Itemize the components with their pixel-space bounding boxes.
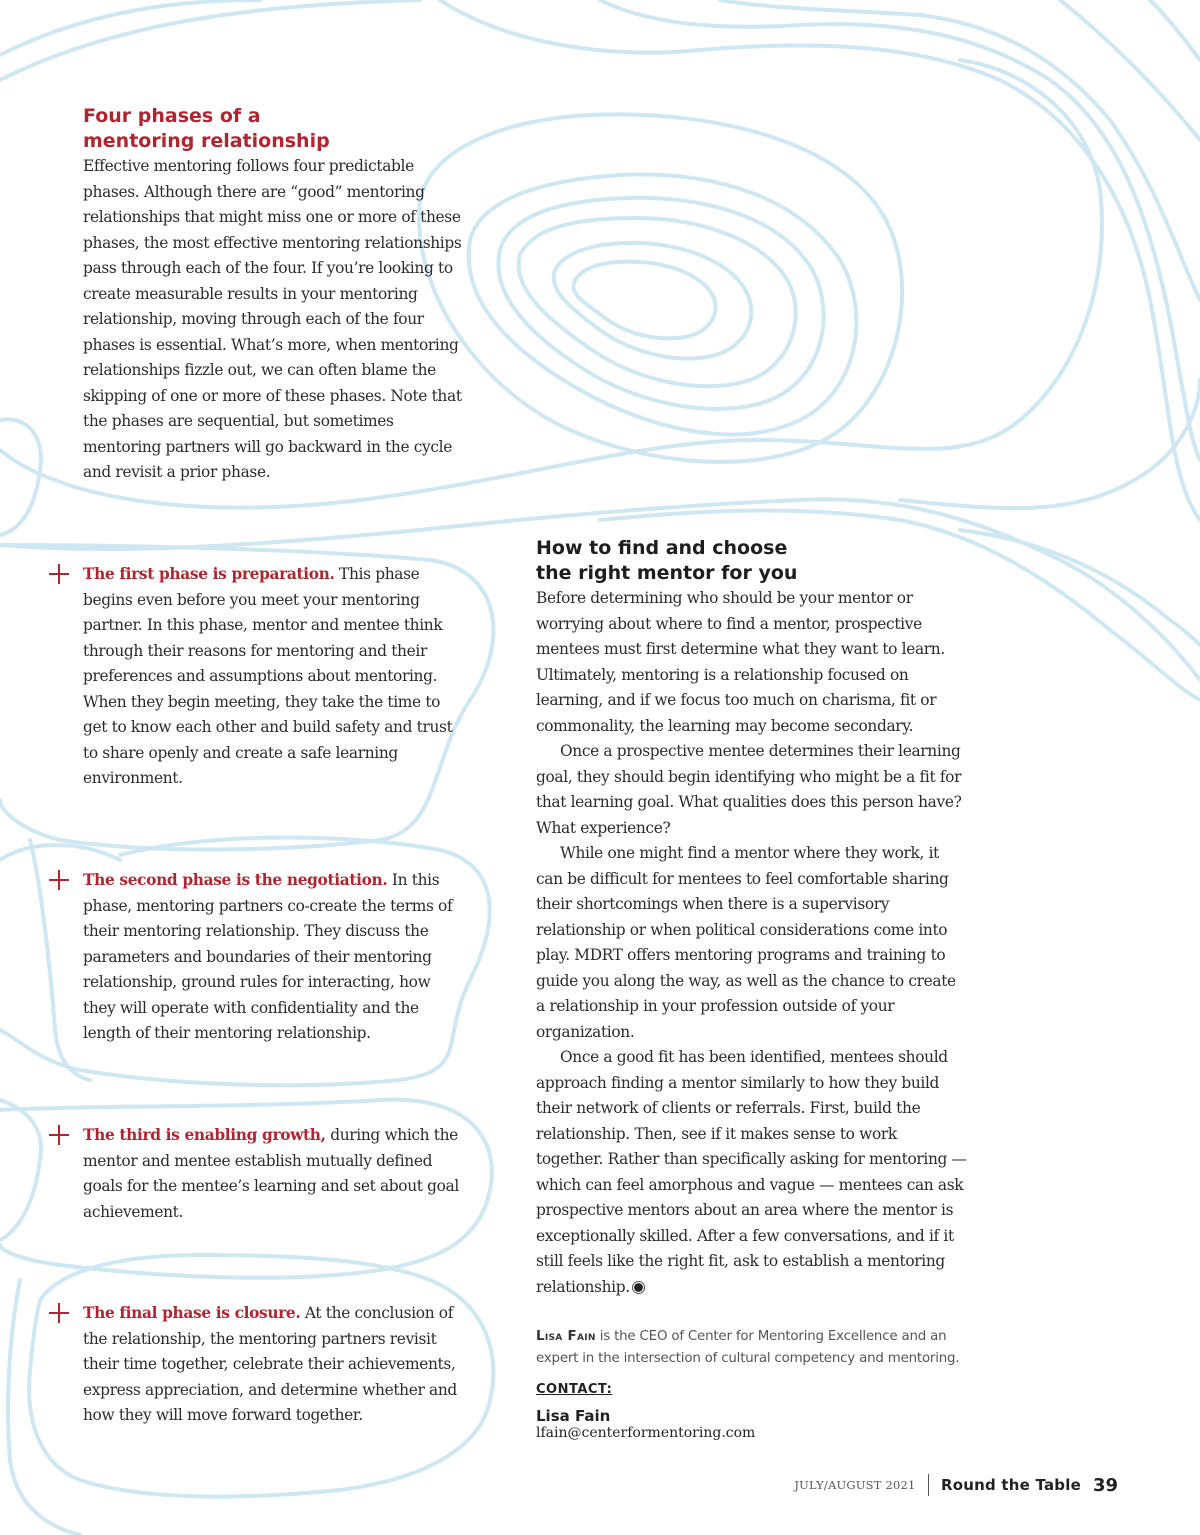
plus-icon [49, 1125, 69, 1145]
contact-block [536, 1382, 968, 1441]
intro-heading-line1: Four phases of a [83, 105, 261, 127]
page-footer [794, 1474, 1118, 1496]
article-paragraph-4 [536, 1045, 968, 1300]
footer-divider [928, 1474, 930, 1496]
phase-1-body: This phase begins even before you meet your mentoring partner. In this phase, mentor and mentee think through their reasons for mentoring and their preferences and assumptions about mentoring. When they begin meeting, they take the time to get to know each other and build safety and trust to share openly and create a safe learning environment. [83, 565, 453, 787]
footer-issue-date: JULY/AUGUST 2021 [794, 1478, 916, 1492]
article-heading-line2: the right mentor for you [536, 562, 798, 584]
phase-4-lead: The final phase is closure. [83, 1304, 301, 1322]
phase-3 [83, 1123, 463, 1225]
intro-section [83, 104, 463, 486]
contact-name: Lisa Fain [536, 1407, 611, 1425]
phase-4 [83, 1301, 463, 1429]
article-paragraph-3: While one might find a mentor where they work, it can be difficult for mentees to feel comfortable sharing their shortcomings when there is a supervisory relationship or when political considerations come into play. MDRT offers mentoring programs and training to guide you along the way, as well as the chance to create a relationship in your profession outside of your organization. [536, 844, 956, 1041]
end-mark-icon [634, 1283, 643, 1292]
article-section [536, 536, 968, 1441]
article-heading-line1: How to find and choose [536, 537, 788, 559]
intro-heading-line2: mentoring relationship [83, 130, 330, 152]
phase-3-lead: The third is enabling growth, [83, 1126, 326, 1144]
bio-text [536, 1326, 968, 1370]
plus-icon [49, 564, 69, 584]
intro-body: Effective mentoring follows four predictable phases. Although there are “good” mentoring relationships that might miss one or more of these phases, the most effective mentoring relationships pass through each of the four. If you’re looking to create measurable results in your mentoring relationship, moving through each of the four phases is essential. What’s more, when mentoring relationships fizzle out, we can often blame the skipping of one or more of these phases. Note that the phases are sequential, but sometimes mentoring partners will go backward in the cycle and revisit a prior phase. [83, 157, 462, 481]
phase-2 [83, 868, 463, 1047]
plus-icon [49, 870, 69, 890]
phase-2-text [83, 868, 463, 1047]
footer-page-number: 39 [1092, 1474, 1118, 1496]
author-bio [536, 1326, 968, 1370]
contact-label: CONTACT: [536, 1382, 613, 1397]
phase-2-body: In this phase, mentoring partners co-create the terms of their mentoring relationship. They discuss the parameters and boundaries of their mentoring relationship, ground rules for interacting, how they will operate with confidentiality and the length of their mentoring relationship. [83, 871, 453, 1042]
article-paragraph-2: Once a prospective mentee determines their learning goal, they should begin identifying who might be a fit for that learning goal. What qualities does this person have? What experience? [536, 742, 962, 837]
phase-4-text [83, 1301, 463, 1429]
article-paragraph-1: Before determining who should be your mentor or worrying about where to find a mentor, prospective mentees must first determine what they want to learn. Ultimately, mentoring is a relationship focused on learning, and if we focus too much on charisma, fit or commonality, the learning may become secondary. [536, 589, 945, 735]
phase-1-text [83, 562, 463, 792]
phase-1-lead: The first phase is preparation. [83, 565, 335, 583]
footer-magazine-title: Round the Table [941, 1476, 1081, 1494]
article-heading [536, 536, 968, 586]
contact-email-link[interactable]: lfain@centerformentoring.com [536, 1425, 756, 1441]
phase-3-body: during which the mentor and mentee establish mutually defined goals for the mentee’s learning and set about goal achievement. [83, 1126, 459, 1221]
bio-description: is the CEO of Center for Mentoring Excellence and an expert in the intersection of cultural competency and mentoring. [536, 1329, 960, 1366]
article-paragraph-4-text: Once a good fit has been identified, mentees should approach finding a mentor similarly to how they build their network of clients or referrals. First, build the relationship. Then, see if it makes sense to work together. Rather than specifically asking for mentoring — which can feel amorphous and vague — mentees can ask prospective mentors about an area where the mentor is exceptionally skilled. After a few conversations, and if it still feels like the right fit, ask to establish a mentoring relationship. [536, 1048, 967, 1296]
phase-3-text [83, 1123, 463, 1225]
plus-icon [49, 1303, 69, 1323]
phase-1 [83, 562, 463, 792]
bio-author-name: Lisa Fain [536, 1329, 596, 1344]
phase-4-body: At the conclusion of the relationship, the mentoring partners revisit their time together, celebrate their achievements, express appreciation, and determine whether and how they will move forward together. [83, 1304, 457, 1424]
phase-2-lead: The second phase is the negotiation. [83, 871, 388, 889]
intro-heading [83, 104, 463, 154]
